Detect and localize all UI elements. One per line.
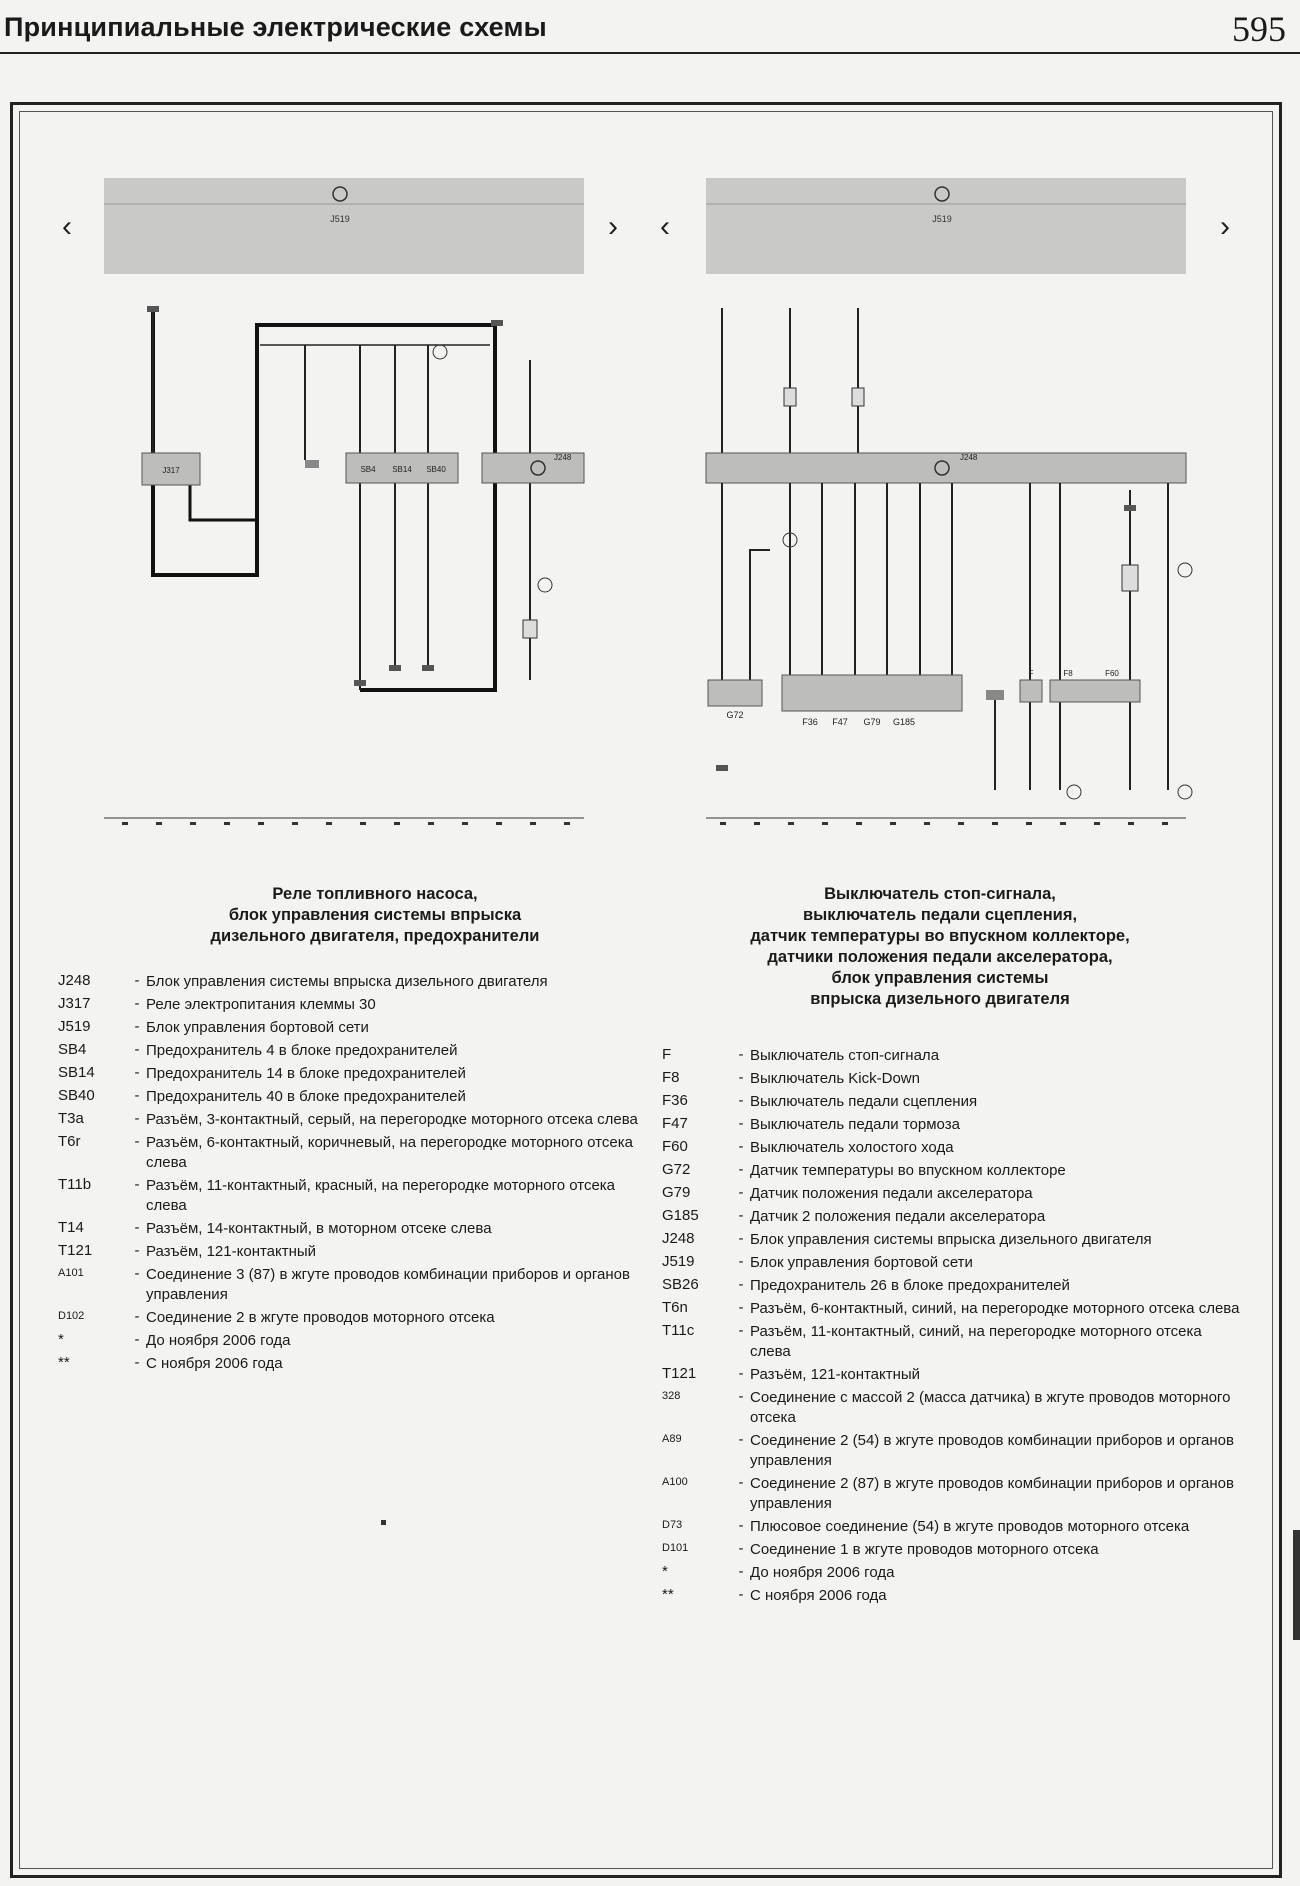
- legend-row: [58, 1133, 638, 1173]
- left-diagram-caption: [150, 884, 600, 947]
- legend-desc: Соединение 1 в жгуте проводов моторного отсека: [750, 1541, 1099, 1558]
- wire-marker: [1124, 505, 1136, 511]
- caption-line: впрыска дизельного двигателя: [810, 990, 1070, 1008]
- legend-row: [58, 1110, 638, 1130]
- component-label: SB14: [392, 465, 412, 474]
- legend-code: G72: [662, 1161, 691, 1178]
- legend-dash: -: [134, 972, 140, 989]
- legend-code: T11c: [662, 1322, 695, 1339]
- legend-dash: -: [738, 1322, 744, 1339]
- legend-dash: -: [738, 1253, 744, 1270]
- legend-dash: -: [738, 1563, 744, 1580]
- legend-code: SB40: [58, 1087, 95, 1104]
- legend-row: [662, 1299, 1242, 1319]
- legend-desc: Предохранитель 26 в блоке предохранителей: [750, 1277, 1070, 1294]
- legend-desc: С ноября 2006 года: [750, 1587, 887, 1604]
- legend-desc: Блок управления системы впрыска дизельного двигателя: [146, 973, 548, 990]
- legend-desc: Разъём, 6-контактный, коричневый, на перегородке моторного отсека слева: [146, 1134, 633, 1171]
- legend-dash: -: [134, 1133, 140, 1150]
- legend-dash: -: [738, 1388, 744, 1405]
- legend-row: [58, 972, 638, 992]
- legend-dash: -: [738, 1517, 744, 1534]
- legend-row: [662, 1540, 1242, 1560]
- legend-desc: Соединение 2 (54) в жгуте проводов комбинации приборов и органов управления: [750, 1432, 1234, 1469]
- legend-dash: -: [134, 1041, 140, 1058]
- fuse-icon: [523, 620, 537, 638]
- legend-desc: Выключатель педали сцепления: [750, 1093, 978, 1110]
- legend-dash: -: [738, 1069, 744, 1086]
- legend-code: T6n: [662, 1299, 688, 1316]
- legend-dash: -: [134, 1331, 140, 1348]
- legend-code: F36: [662, 1092, 688, 1109]
- component-label: F36: [802, 717, 818, 727]
- fuse-icon: [852, 388, 864, 406]
- legend-desc: До ноября 2006 года: [146, 1332, 291, 1349]
- legend-desc: Соединение с массой 2 (масса датчика) в жгуте проводов моторного отсека: [750, 1389, 1231, 1426]
- page-right-arrow-icon: ›: [1220, 210, 1230, 243]
- legend-desc: Выключатель стоп-сигнала: [750, 1047, 940, 1064]
- legend-desc: Соединение 2 (87) в жгуте проводов комбинации приборов и органов управления: [750, 1475, 1234, 1512]
- fuse-icon: [784, 388, 796, 406]
- legend-row: [58, 1308, 638, 1328]
- legend-row: [58, 1331, 638, 1351]
- legend-desc: Соединение 3 (87) в жгуте проводов комбинации приборов и органов управления: [146, 1266, 630, 1303]
- legend-row: [662, 1069, 1242, 1089]
- connection-point-icon: [538, 578, 552, 592]
- left-legend: [58, 972, 638, 1377]
- connection-point-icon: [433, 345, 447, 359]
- legend-dash: -: [134, 1018, 140, 1035]
- legend-code: F60: [662, 1138, 688, 1155]
- legend-row: [662, 1322, 1242, 1362]
- caption-line: датчик температуры во впускном коллекторе,: [750, 927, 1130, 945]
- legend-dash: -: [134, 1265, 140, 1282]
- legend-row: [662, 1431, 1242, 1471]
- caption-line: датчики положения педали акселератора,: [767, 948, 1113, 966]
- legend-desc: Блок управления системы впрыска дизельного двигателя: [750, 1231, 1152, 1248]
- legend-row: [58, 1242, 638, 1262]
- legend-dash: -: [738, 1207, 744, 1224]
- legend-desc: Разъём, 121-контактный: [750, 1366, 921, 1383]
- legend-desc: Блок управления бортовой сети: [146, 1019, 369, 1036]
- component-label: F8: [1063, 669, 1073, 678]
- right-diagram-svg: [650, 170, 1250, 840]
- wire-marker: [491, 320, 503, 326]
- legend-dash: -: [134, 1087, 140, 1104]
- legend-dash: -: [738, 1365, 744, 1382]
- kickdown-switch-box: [1050, 680, 1140, 702]
- component-label: J317: [162, 466, 180, 475]
- legend-row: [662, 1253, 1242, 1273]
- legend-row: [662, 1388, 1242, 1428]
- legend-row: [662, 1276, 1242, 1296]
- legend-code: A101: [58, 1267, 84, 1279]
- legend-row: [662, 1115, 1242, 1135]
- legend-desc: Предохранитель 14 в блоке предохранителей: [146, 1065, 466, 1082]
- legend-dash: -: [738, 1161, 744, 1178]
- legend-code: T14: [58, 1219, 84, 1236]
- relay-wire: [190, 345, 257, 520]
- legend-dash: -: [738, 1138, 744, 1155]
- legend-dash: -: [738, 1092, 744, 1109]
- legend-code: G185: [662, 1207, 699, 1224]
- legend-desc: Разъём, 3-контактный, серый, на перегородке моторного отсека слева: [146, 1111, 638, 1128]
- legend-code: D102: [58, 1310, 85, 1322]
- pedal-sensor-box: [782, 675, 962, 711]
- legend-dash: -: [738, 1276, 744, 1293]
- legend-code: J317: [58, 995, 91, 1012]
- legend-code: A89: [662, 1433, 682, 1445]
- legend-desc: Датчик 2 положения педали акселератора: [750, 1208, 1046, 1225]
- legend-dash: -: [134, 1219, 140, 1236]
- legend-row: [662, 1092, 1242, 1112]
- component-label: G79: [863, 717, 881, 727]
- legend-row: [662, 1138, 1242, 1158]
- legend-desc: Датчик положения педали акселератора: [750, 1185, 1033, 1202]
- top-unit-label: J519: [932, 214, 952, 224]
- right-wiring-diagram: [650, 170, 1250, 840]
- legend-desc: До ноября 2006 года: [750, 1564, 895, 1581]
- legend-dash: -: [738, 1046, 744, 1063]
- legend-desc: Плюсовое соединение (54) в жгуте проводов моторного отсека: [750, 1518, 1190, 1535]
- right-mid-unit-band: [706, 453, 1186, 483]
- legend-row: [58, 1087, 638, 1107]
- page-left-arrow-icon: ‹: [62, 210, 72, 243]
- legend-code: J519: [58, 1018, 91, 1035]
- legend-code: F47: [662, 1115, 688, 1132]
- caption-line: блок управления системы впрыска: [228, 906, 522, 924]
- legend-row: [662, 1207, 1242, 1227]
- legend-code: D101: [662, 1542, 689, 1554]
- legend-desc: С ноября 2006 года: [146, 1355, 283, 1372]
- page-left-arrow-icon: ‹: [660, 210, 670, 243]
- wire-marker: [147, 306, 159, 312]
- wire-marker: [716, 765, 728, 771]
- wire: [750, 550, 770, 680]
- legend-code: SB14: [58, 1064, 95, 1081]
- legend-desc: Выключатель педали тормоза: [750, 1116, 960, 1133]
- legend-code: F8: [662, 1069, 680, 1086]
- legend-code: **: [58, 1354, 70, 1371]
- component-label: SB40: [426, 465, 446, 474]
- legend-row: [662, 1563, 1242, 1583]
- legend-code: J248: [58, 972, 91, 989]
- legend-code: J519: [662, 1253, 695, 1270]
- component-label: G72: [726, 710, 744, 720]
- page-edge-mark: [1293, 1530, 1300, 1640]
- legend-row: [662, 1517, 1242, 1537]
- legend-dash: -: [738, 1431, 744, 1448]
- fuse-icon: [1122, 565, 1138, 591]
- right-diagram-caption: [690, 884, 1190, 1010]
- legend-desc: Разъём, 121-контактный: [146, 1243, 317, 1260]
- wire-marker: [422, 665, 434, 671]
- legend-code: SB4: [58, 1041, 87, 1058]
- legend-row: [58, 1219, 638, 1239]
- legend-row: [58, 1176, 638, 1216]
- legend-code: *: [58, 1331, 64, 1348]
- left-top-unit-band: [104, 178, 584, 274]
- ruler-ticks: [720, 822, 1168, 825]
- legend-row: [58, 995, 638, 1015]
- component-label: F60: [1105, 669, 1119, 678]
- legend-row: [662, 1161, 1242, 1181]
- legend-code: T11b: [58, 1176, 92, 1193]
- print-mark: [381, 1520, 386, 1525]
- legend-desc: Выключатель холостого хода: [750, 1139, 954, 1156]
- legend-dash: -: [738, 1540, 744, 1557]
- mid-unit-label: J248: [960, 453, 978, 462]
- caption-line: Выключатель стоп-сигнала,: [824, 885, 1056, 903]
- legend-desc: Реле электропитания клеммы 30: [146, 996, 376, 1013]
- legend-code: T6r: [58, 1133, 81, 1150]
- power-loop-wire: [153, 310, 495, 690]
- legend-desc: Блок управления бортовой сети: [750, 1254, 973, 1271]
- legend-row: [662, 1365, 1242, 1385]
- legend-dash: -: [738, 1299, 744, 1316]
- component-label: SB4: [360, 465, 376, 474]
- legend-desc: Соединение 2 в жгуте проводов моторного отсека: [146, 1309, 495, 1326]
- legend-row: [662, 1474, 1242, 1514]
- page-header: [0, 0, 1300, 56]
- page-number: 595: [1232, 9, 1286, 49]
- legend-dash: -: [738, 1230, 744, 1247]
- legend-desc: Разъём, 14-контактный, в моторном отсеке слева: [146, 1220, 492, 1237]
- sensor-box: [708, 680, 762, 706]
- connection-point-icon: [1067, 785, 1081, 799]
- legend-dash: -: [134, 1354, 140, 1371]
- right-top-unit-band: [706, 178, 1186, 274]
- legend-row: [662, 1184, 1242, 1204]
- legend-desc: Разъём, 11-контактный, красный, на перегородке моторного отсека слева: [146, 1177, 616, 1214]
- legend-row: [58, 1064, 638, 1084]
- page-right-arrow-icon: ›: [608, 210, 618, 243]
- caption-line: блок управления системы: [831, 969, 1049, 987]
- legend-row: [662, 1046, 1242, 1066]
- legend-dash: -: [738, 1184, 744, 1201]
- legend-code: G79: [662, 1184, 691, 1201]
- component-label: F47: [832, 717, 848, 727]
- legend-code: D73: [662, 1519, 683, 1531]
- legend-row: [58, 1354, 638, 1374]
- legend-dash: -: [738, 1115, 744, 1132]
- mid-unit-label: J248: [554, 453, 572, 462]
- wire-marker: [389, 665, 401, 671]
- legend-desc: Предохранитель 4 в блоке предохранителей: [146, 1042, 458, 1059]
- legend-code: *: [662, 1563, 668, 1580]
- legend-row: [58, 1041, 638, 1061]
- legend-desc: Выключатель Kick-Down: [750, 1070, 920, 1087]
- legend-dash: -: [134, 1176, 140, 1193]
- connector-icon: [305, 460, 319, 468]
- legend-row: [58, 1265, 638, 1305]
- connection-point-icon: [1178, 785, 1192, 799]
- header-rule: [0, 52, 1300, 54]
- legend-dash: -: [134, 995, 140, 1012]
- legend-desc: Предохранитель 40 в блоке предохранителей: [146, 1088, 466, 1105]
- caption-line: дизельного двигателя, предохранители: [210, 927, 540, 945]
- connector-icon: [986, 690, 1004, 700]
- legend-code: F: [662, 1046, 672, 1063]
- legend-desc: Разъём, 11-контактный, синий, на перегородке моторного отсека слева: [750, 1323, 1202, 1360]
- legend-desc: Разъём, 6-контактный, синий, на перегородке моторного отсека слева: [750, 1300, 1240, 1317]
- legend-code: A100: [662, 1476, 688, 1488]
- legend-row: [58, 1018, 638, 1038]
- page-title: Принципиальные электрические схемы: [4, 12, 547, 42]
- component-label: G185: [892, 717, 916, 727]
- component-label: F: [1028, 669, 1034, 678]
- wire-marker: [354, 680, 366, 686]
- caption-line: Реле топливного насоса,: [272, 885, 478, 903]
- top-unit-label: J519: [330, 214, 350, 224]
- legend-code: 328: [662, 1390, 681, 1402]
- legend-code: T121: [662, 1365, 697, 1382]
- legend-code: T121: [58, 1242, 93, 1259]
- left-diagram-svg: [50, 170, 630, 840]
- right-legend: [662, 1046, 1242, 1609]
- connection-point-icon: [1178, 563, 1192, 577]
- legend-desc: Датчик температуры во впускном коллекторе: [750, 1162, 1066, 1179]
- legend-dash: -: [738, 1586, 744, 1603]
- legend-code: T3a: [58, 1110, 84, 1127]
- legend-dash: -: [738, 1474, 744, 1491]
- legend-code: **: [662, 1586, 674, 1603]
- legend-dash: -: [134, 1064, 140, 1081]
- legend-row: [662, 1586, 1242, 1606]
- left-wiring-diagram: [50, 170, 630, 840]
- legend-dash: -: [134, 1308, 140, 1325]
- legend-dash: -: [134, 1242, 140, 1259]
- switch-box: [1020, 680, 1042, 702]
- ruler-ticks: [122, 822, 570, 825]
- legend-code: J248: [662, 1230, 695, 1247]
- caption-line: выключатель педали сцепления,: [802, 906, 1078, 924]
- legend-dash: -: [134, 1110, 140, 1127]
- legend-row: [662, 1230, 1242, 1250]
- legend-code: SB26: [662, 1276, 699, 1293]
